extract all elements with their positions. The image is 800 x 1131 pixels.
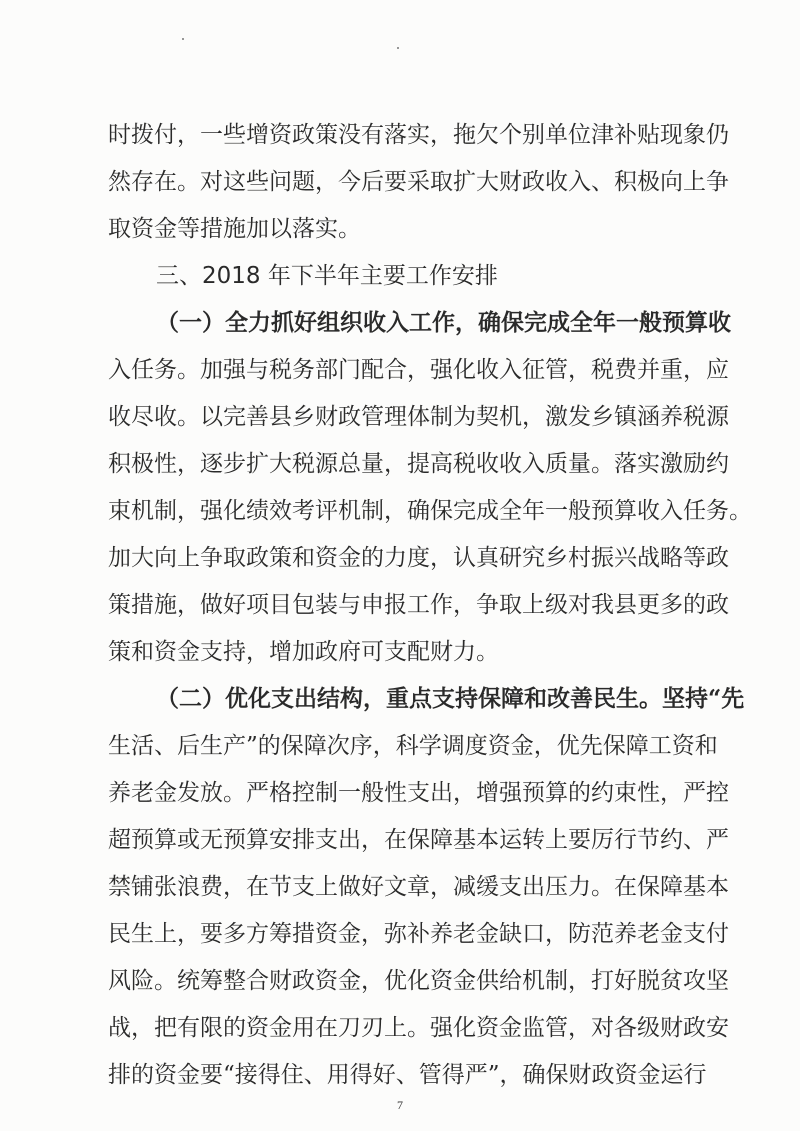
body-line: 然存在。对这些问题，今后要采取扩大财政收入、积极向上争 (108, 169, 729, 195)
body-line: 生活、后生产”的保障次序，科学调度资金，优先保障工资和 (108, 733, 718, 759)
body-line: 取资金等措施加以落实。 (108, 216, 361, 242)
body-line: 战，把有限的资金用在刀刃上。强化资金监管，对各级财政安 (108, 1015, 729, 1041)
body-line: 排的资金要“接得住、用得好、管得严”，确保财政资金运行 (108, 1062, 707, 1088)
body-line: 禁铺张浪费，在节支上做好文章，减缓支出压力。在保障基本 (108, 874, 729, 900)
page-number: 7 (397, 1098, 403, 1112)
body-line: 时拨付，一些增资政策没有落实，拖欠个别单位津补贴现象仍 (108, 122, 729, 148)
body-line: 养老金发放。严格控制一般性支出，增强预算的约束性，严控 (108, 780, 729, 806)
body-line: 束机制，强化绩效考评机制，确保完成全年一般预算收入任务。 (108, 498, 752, 524)
body-line: 积极性，逐步扩大税源总量，提高税收收入质量。落实激励约 (108, 451, 729, 477)
subsection-heading: （一）全力抓好组织收入工作，确保完成全年一般预算收 (156, 309, 731, 336)
body-line: 加大向上争取政策和资金的力度，认真研究乡村振兴战略等政 (108, 545, 729, 571)
scan-speck (397, 47, 399, 49)
body-line: 超预算或无预算安排支出，在保障基本运转上要厉行节约、严 (108, 827, 729, 853)
body-line: 收尽收。以完善县乡财政管理体制为契机，激发乡镇涵养税源 (108, 404, 729, 430)
scan-speck (182, 38, 184, 40)
body-line: 策和资金支持，增加政府可支配财力。 (108, 639, 499, 665)
body-line: 民生上，要多方筹措资金，弥补养老金缺口，防范养老金支付 (108, 921, 729, 947)
body-line: 入任务。加强与税务部门配合，强化收入征管，税费并重，应 (108, 357, 729, 383)
body-line: 策措施，做好项目包装与申报工作，争取上级对我县更多的政 (108, 592, 729, 618)
body-line: 风险。统筹整合财政资金，优化资金供给机制，打好脱贫攻坚 (108, 968, 729, 994)
subsection-heading: （二）优化支出结构，重点支持保障和改善民生。坚持“先 (156, 685, 745, 712)
section-heading: 三、2018 年下半年主要工作安排 (156, 263, 498, 289)
